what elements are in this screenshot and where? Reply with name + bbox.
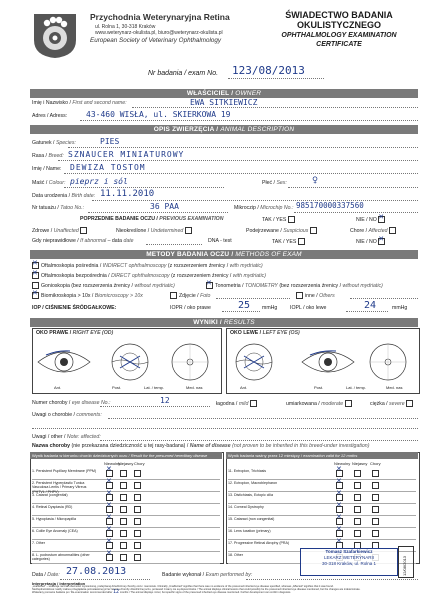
performed-label: Badanie wykonał / Exam performed by: [162, 572, 253, 578]
hereditary-row-checkbox[interactable] [120, 494, 127, 501]
hereditary-row-checkbox[interactable] [134, 542, 141, 549]
date-label: Data / Date: [32, 572, 60, 578]
right-eye-post: Post. [112, 385, 122, 390]
name-label: Imię / Name: [32, 166, 62, 172]
interp-notes: „unaffected” – wskazuje na brak obecności wymienionej, podejrzanej dziedzicznej choroby oczu i mamionek. Clinically „Unaffected” signifies that there was no evidence of the presumed inherited eye disease specified, whereas „Affected” signifies that it was found. Niezbędne/Advices: każdy zakres przeglądania pozostawionej przez lekarza choroby dziedzicznej oczu, ponieważ zmiany nie są dopuszczalne / The animal displays clinical lesions that could possibly be the presumed inherited eye disease mentioned, but the changes are indeterminate. Wskazany ponowne badanie po / Re-examination recommended after 12 months / The animal displays minor, but specific signs of the presumed inherited eye disease mentioned. Further development can confirm diagnosis. [32, 585, 361, 596]
hereditary-row-checkbox[interactable] [120, 470, 127, 477]
hereditary-row-checkbox[interactable] [134, 482, 141, 489]
valid-row-label: 18. Other [228, 553, 243, 557]
comments-label: Uwagi o chorobie / comments: [32, 412, 102, 418]
suspicious-option[interactable]: Podejrzewane / Suspicious [246, 227, 319, 235]
right-col-free: Niewolny [334, 461, 351, 466]
hereditary-row-checkbox[interactable] [106, 518, 113, 525]
valid-row-checkbox[interactable] [354, 482, 361, 489]
valid-row-checkbox[interactable] [336, 530, 343, 537]
hereditary-row-checkbox[interactable] [106, 482, 113, 489]
hereditary-row-label: 4. Retinal Dysplasia (RD) [32, 505, 73, 509]
valid-row-label: 16. Lens luxation (primary) [228, 529, 271, 533]
hereditary-row-label: 8. L. podrostum abnormalities (other categories) [32, 553, 90, 562]
hereditary-row-checkbox[interactable] [134, 518, 141, 525]
remarks-label: Uwagi / other / Note: affected: [32, 434, 101, 440]
left-eye-lat: Lat. / temp. [346, 385, 367, 390]
hereditary-row-label: 5. Hypoplasia / Micropapilla [32, 517, 76, 521]
valid-row-checkbox[interactable] [372, 530, 379, 537]
valid-row-label: 13. Distichiasis, Ectopic cilia [228, 493, 273, 497]
valid-row-label: 11. Entropion, Trichiasis [228, 469, 267, 473]
valid-row-checkbox[interactable] [336, 494, 343, 501]
owner-name-value: EWA SITKIEWICZ [190, 98, 258, 107]
hereditary-row-checkbox[interactable] [120, 518, 127, 525]
clinic-address: ul. Rolna 1, 30-318 Kraków [95, 24, 156, 30]
valid-row-checkbox[interactable] [372, 470, 379, 477]
dna-yes[interactable]: TAK / YES [272, 238, 307, 246]
hereditary-table-header: Wynik badania w kierunku chorób dziedzicznych oczu / Result for the presumed hereditary disease [30, 452, 222, 459]
valid-row [228, 468, 416, 480]
left-col-free: Niewolny [104, 461, 121, 466]
hereditary-row [32, 516, 220, 528]
clinic-name: Przychodnia Weterynaryjna Retina [90, 12, 230, 22]
left-eye-title: OKO LEWE / LEFT EYE (OS) [230, 330, 300, 336]
hereditary-row [32, 492, 220, 504]
previous-exam-label: POPRZEDNIE BADANIE OCZU / PREVIOUS EXAMINATION [80, 216, 224, 222]
iop-right-value: 25 [238, 300, 251, 311]
valid-row-checkbox[interactable] [354, 494, 361, 501]
hereditary-row [32, 504, 220, 516]
date-value: 27.08.2013 [66, 566, 127, 577]
breed-label: Rasa / Breed: [32, 153, 64, 159]
hereditary-row-checkbox[interactable] [106, 530, 113, 537]
clinic-logo [30, 10, 80, 60]
hereditary-row-checkbox[interactable] [106, 506, 113, 513]
disease-no-label: Numer choroby / eye disease No.: [32, 400, 111, 406]
colour-value: pieprz i sól [70, 177, 128, 186]
valid-row-checkbox[interactable] [354, 530, 361, 537]
hereditary-row-label: 6. Collie Eye Anomaly (CEA) [32, 529, 78, 533]
results-section-bar: WYNIKI / RESULTS [30, 318, 418, 327]
right-eye-med: Med. nas [186, 385, 203, 390]
abnormal-label: Gdy nieprawidłowe / If abnormal – data date [32, 238, 134, 244]
tattoo-label: Nr tatuażu / Tatoo No.: [32, 205, 85, 211]
method-indirect[interactable]: ✕Oftalmoskopia pośrednia / INDIRECT ophthalmoscopy (z rozszerzeniem źrenicy / with mydriatic) [32, 262, 263, 270]
method-tono[interactable]: ✕ Tonometria / TONOMETRY (bez rozszerzenia źrenicy / without mydriatic) [206, 282, 383, 290]
valid-row-checkbox[interactable] [354, 470, 361, 477]
sex-label: Płeć / Sex: [262, 180, 287, 186]
valid-row [228, 480, 416, 492]
valid-row-checkbox[interactable] [354, 506, 361, 513]
left-rows [32, 468, 220, 564]
methods-section-bar: METODY BADANIA OCZU / METHODS OF EXAM [30, 250, 418, 259]
hereditary-row-label: 1. Persistent Pupillary Membrane (PPM) [32, 469, 97, 473]
iop-left-label: IOPL / oko lewe [290, 305, 327, 311]
hereditary-row [32, 552, 220, 564]
hereditary-row-checkbox[interactable] [106, 494, 113, 501]
right-col-affected: Chory [370, 461, 381, 466]
valid-row [228, 504, 416, 516]
right-col-notfree: Niejasny [352, 461, 368, 466]
hereditary-row-checkbox[interactable] [120, 542, 127, 549]
chip-label: Mikroczip / Microchip No.: [234, 205, 294, 211]
method-other[interactable]: inne / Others [296, 292, 335, 300]
left-eye-diagram[interactable] [228, 338, 416, 389]
chip-value: 985170000337560 [296, 201, 364, 210]
valid-row-label: 15. Cataract (non congenital) [228, 517, 275, 521]
previous-no[interactable]: NIE / NO ✕ [356, 216, 387, 224]
animal-section-bar: OPIS ZWIERZĘCIA / ANIMAL DESCRIPTION [30, 125, 418, 134]
severity-mild[interactable]: łagodna / mild [216, 400, 259, 408]
iop-left-unit: mmHg [392, 305, 408, 311]
valid-row-checkbox[interactable] [336, 482, 343, 489]
colour-label: Maść / Colour: [32, 180, 66, 186]
valid-row-checkbox[interactable] [372, 506, 379, 513]
cert-title-pl-1: ŚWIADECTWO BADANIA [285, 10, 393, 20]
right-eye-ant: Ant. [54, 385, 62, 390]
valid-row [228, 492, 416, 504]
left-eye-ant: Ant. [240, 385, 248, 390]
undetermined-option[interactable]: Nieokreślone / Undetermined [116, 227, 194, 235]
society-name: European Society of Veterinary Ophthalmology [90, 37, 222, 44]
iop-right-unit: mmHg [262, 305, 278, 311]
hereditary-row-label: 3. Catarat (congenital) [32, 493, 68, 497]
hereditary-row-checkbox[interactable] [134, 530, 141, 537]
disease-name-label: Nazwa choroby (nie przekazana dziedziczność u tej rasy-badana) / Name of disease (not proven to be inherited in this breed-under investigation) [32, 443, 370, 449]
exam-no-label: Nr badania / exam No. [148, 70, 219, 77]
disease-no-value: 12 [160, 396, 170, 405]
species-value: PIES [100, 137, 120, 146]
valid-row-label: 14. Corneal Dystrophy [228, 505, 264, 509]
valid-row-checkbox[interactable] [372, 494, 379, 501]
interp-label: Interpretacja / interpretation [32, 581, 86, 586]
hereditary-row [32, 468, 220, 480]
hereditary-row-label: 2. Persistent Hyperplastic Tunica Vasculosa Lentis / Primary Vitreus (PHTVL / PHPV) [32, 481, 87, 494]
previous-yes[interactable]: TAK / YES [262, 216, 297, 224]
method-direct[interactable]: ✕Oftalmoskopia bezpośrednia / DIRECT ophthalmoscopy (z rozszerzeniem źrenicy / with mydriatic) [32, 272, 266, 280]
sex-value: ♀ [312, 175, 319, 186]
owner-name-label: Imię i Nazwisko / First and second name: [32, 100, 127, 106]
cert-title-pl-2: OKULISTYCZNEGO [296, 20, 381, 30]
owner-address-label: Adres / Adress: [32, 113, 68, 119]
hereditary-row-checkbox[interactable] [120, 554, 127, 561]
valid-row-label: 17. Progressive Retinal Atrophy (PRA) [228, 541, 290, 545]
valid-row-checkbox[interactable] [336, 518, 343, 525]
iop-label: IOP / CIŚNIENIE ŚRÓDGAŁKOWE: [32, 305, 117, 311]
hereditary-row [32, 528, 220, 540]
signature-box: 12/08/2013 [398, 546, 414, 578]
method-bio[interactable]: ✕Biomikroskopia > 10x / Biomicroscopy > 10x [32, 292, 143, 300]
hereditary-row-checkbox[interactable] [106, 554, 113, 561]
valid-row-checkbox[interactable] [336, 470, 343, 477]
hereditary-row-label: 7. Other [32, 541, 45, 545]
healthy-option[interactable]: Zdrowe / Unaffected [32, 227, 89, 235]
dob-label: Data urodzenia / Birth date: [32, 193, 96, 199]
left-eye-post: Post. [314, 385, 324, 390]
method-gonio[interactable]: Gonioskopia (bez rozszerzenia źrenicy / without mydriatic) [32, 282, 175, 290]
right-eye-lat: Lat. / temp. [144, 385, 165, 390]
hereditary-row [32, 480, 220, 492]
right-eye-title: OKO PRAWE / RIGHT EYE (OD) [36, 330, 114, 336]
tattoo-value: 36 PAA [150, 202, 179, 211]
valid-row [228, 528, 416, 540]
iop-right-label: IOPR / oko prawe [170, 305, 211, 311]
valid-row-checkbox[interactable] [372, 518, 379, 525]
hereditary-row-checkbox[interactable] [120, 506, 127, 513]
affected-option[interactable]: Chore / Affected [350, 227, 398, 235]
cert-title-en-1: OPHTHALMOLOGY EXAMINATION [281, 32, 397, 39]
iop-left-value: 24 [364, 300, 377, 311]
hereditary-row-checkbox[interactable] [134, 494, 141, 501]
hereditary-row-checkbox[interactable] [134, 554, 141, 561]
owner-address-value: 43-460 WISŁA, ul. SKIERKOWA 19 [86, 110, 231, 119]
hereditary-row [32, 540, 220, 552]
severity-severe[interactable]: ciężka / severe [370, 400, 415, 408]
valid-row-checkbox[interactable] [336, 506, 343, 513]
valid-table-header: Wynik badania ważny przez 12 miesięcy / examination valid for 12 mnths [226, 452, 418, 459]
valid-row-label: 12. Ectropion, Macroblepharon [228, 481, 278, 485]
breed-value: SZNAUCER MINIATUROWY [68, 150, 185, 159]
exam-no-value: 123/08/2013 [232, 64, 305, 77]
hereditary-row-checkbox[interactable] [120, 482, 127, 489]
left-col-notfree: Niejasny [118, 461, 134, 466]
severity-moderate[interactable]: umiarkowana / moderate [286, 400, 354, 408]
hereditary-row-checkbox[interactable] [134, 506, 141, 513]
hereditary-row-checkbox[interactable] [120, 530, 127, 537]
left-col-affected: Chory [134, 461, 145, 466]
species-label: Gatunek / Species: [32, 140, 76, 146]
dna-no[interactable]: NIE / NO ✕ [356, 238, 387, 246]
dna-label: DNA - test [208, 238, 232, 244]
valid-row [228, 516, 416, 528]
cert-title-en-2: CERTIFICATE [316, 41, 362, 48]
owner-section-bar: WŁAŚCICIEL / OWNER [30, 89, 418, 98]
valid-row-checkbox[interactable] [372, 482, 379, 489]
name-value: DEWIZA TOSTOM [70, 163, 146, 172]
method-photo[interactable]: Zdjęcie / Foto [170, 292, 210, 300]
hereditary-row-checkbox[interactable] [106, 542, 113, 549]
hereditary-row-checkbox[interactable] [106, 470, 113, 477]
valid-row-checkbox[interactable] [354, 518, 361, 525]
vet-stamp: Tomasz Szafarkiewicz LEKARZ WETERYNARII 30-318 Kraków, ul. Rolna 1 [300, 548, 398, 576]
hereditary-row-checkbox[interactable] [134, 470, 141, 477]
left-eye-med: Med. nas [386, 385, 403, 390]
clinic-web: www.weterynarz-okulista.pl, biuro@weterynarz-okulista.pl [95, 30, 223, 36]
right-eye-diagram[interactable] [34, 338, 218, 389]
dob-value: 11.11.2010 [100, 189, 155, 199]
